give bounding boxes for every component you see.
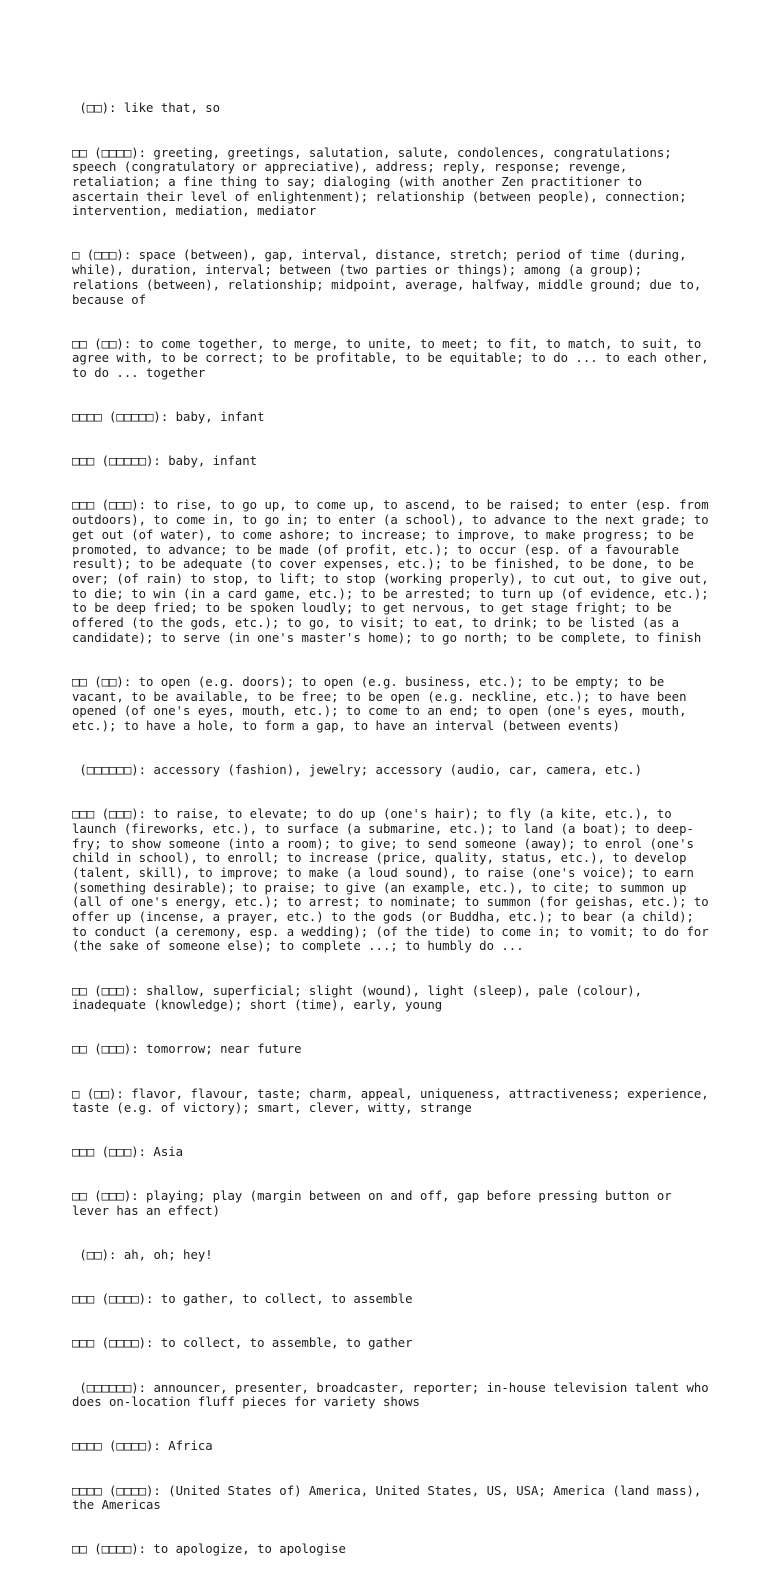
entry-22: □□ (□□□□): to apologize, to apologise bbox=[72, 1542, 346, 1557]
entry-6: □□□ (□□□□□): baby, infant bbox=[72, 454, 258, 469]
entry-14: □□□ (□□□): Asia bbox=[72, 1145, 184, 1160]
entry-4: □□ (□□): to come together, to merge, to unite, to meet; to fit, to match, to suit, to agree with, to be correct; to be profitable, to be equitable; to do ... to each other, to do ... together bbox=[72, 336, 717, 381]
entry-1: (□□): like that, so bbox=[72, 101, 221, 116]
entry-5: □□□□ (□□□□□): baby, infant bbox=[72, 410, 265, 425]
entry-17: □□□ (□□□□): to gather, to collect, to assemble bbox=[72, 1292, 413, 1307]
entry-19: (□□□□□□): announcer, presenter, broadcaster, reporter; in-house television talent who does on-location fluff pieces for variety shows bbox=[72, 1380, 717, 1410]
entry-11: □□ (□□□): shallow, superficial; slight (wound), light (sleep), pale (colour), inadequate (knowledge); short (time), early, young bbox=[72, 983, 650, 1013]
entry-10: □□□ (□□□): to raise, to elevate; to do up (one's hair); to fly (a kite, etc.), to launch (fireworks, etc.), to surface (a submarine, etc.); to land (a boat); to deep-fry; to show someone (into a room); to give; to send someone (away); to enrol (one's child in school), to enroll; to increase (price, quality, status, etc.), to develop (talent, skill), to improve; to make (a loud sound), to raise (one's voice); to earn (something desirable); to praise; to give (an example, etc.), to cite; to summon up (all of one's energy, etc.); to arrest; to nominate; to summon (for geishas, etc.); to offer up (incense, a prayer, etc.) to the gods (or Buddha, etc.); to bear (a child); to conduct (a ceremony, esp. a wedding); (of the tide) to come in; to vomit; to do for (the sake of someone else); to complete ...; to humbly do ... bbox=[72, 807, 717, 954]
entry-20: □□□□ (□□□□): Africa bbox=[72, 1439, 213, 1454]
entry-3: □ (□□□): space (between), gap, interval, distance, stretch; period of time (during, while), duration, interval; between (two parties or things); among (a group); relations (between), relationship; midpoint, average, halfway, middle ground; due to, because of bbox=[72, 248, 709, 307]
entry-21: □□□□ (□□□□): (United States of) America, United States, US, USA; America (land mass), the Americas bbox=[72, 1483, 709, 1513]
entry-8: □□ (□□): to open (e.g. doors); to open (e.g. business, etc.); to be empty; to be vacant, to be available, to be free; to be open (e.g. neckline, etc.); to have been opened (of one's eyes, mouth, etc.); to come to an end; to open (one's eyes, mouth, etc.); to have a hole, to form a gap, to have an interval (between events) bbox=[72, 674, 694, 733]
dictionary-page bbox=[72, 72, 717, 1572]
entry-7: □□□ (□□□): to rise, to go up, to come up, to ascend, to be raised; to enter (esp. from outdoors), to come in, to go in; to enter (a school), to advance to the next grade; to get out (of water), to come ashore; to increase; to improve, to make progress; to be promoted, to advance; to be made (of profit, etc.); to occur (esp. of a favourable result); to be adequate (to cover expenses, etc.); to be finished, to be done, to be over; (of rain) to stop, to lift; to stop (working properly), to cut out, to give out, to die; to win (in a card game, etc.); to be arrested; to turn up (of evidence, etc.); to be deep fried; to be spoken loudly; to get nervous, to get stage fright; to be offered (to the gods, etc.); to go, to visit; to eat, to drink; to be listed (as a candidate); to serve (in one's master's home); to go north; to be complete, to finish bbox=[72, 498, 717, 645]
entry-15: □□ (□□□): playing; play (margin between on and off, gap before pressing button or lever has an effect) bbox=[72, 1189, 680, 1219]
entry-9: (□□□□□□): accessory (fashion), jewelry; accessory (audio, car, camera, etc.) bbox=[72, 763, 643, 778]
entry-18: □□□ (□□□□): to collect, to assemble, to gather bbox=[72, 1336, 413, 1351]
entry-16: (□□): ah, oh; hey! bbox=[72, 1248, 213, 1263]
entry-13: □ (□□): flavor, flavour, taste; charm, appeal, uniqueness, attractiveness; experience, taste (e.g. of victory); smart, clever, witty, strange bbox=[72, 1086, 717, 1116]
entry-12: □□ (□□□): tomorrow; near future bbox=[72, 1042, 302, 1057]
entry-2: □□ (□□□□): greeting, greetings, salutation, salute, condolences, congratulations; speech (congratulatory or appreciative), address; reply, response; revenge, retaliation; a fine thing to say; dialoging (with another Zen practitioner to ascertain their level of enlightenment); relationship (between people), connection; intervention, mediation, mediator bbox=[72, 145, 694, 219]
